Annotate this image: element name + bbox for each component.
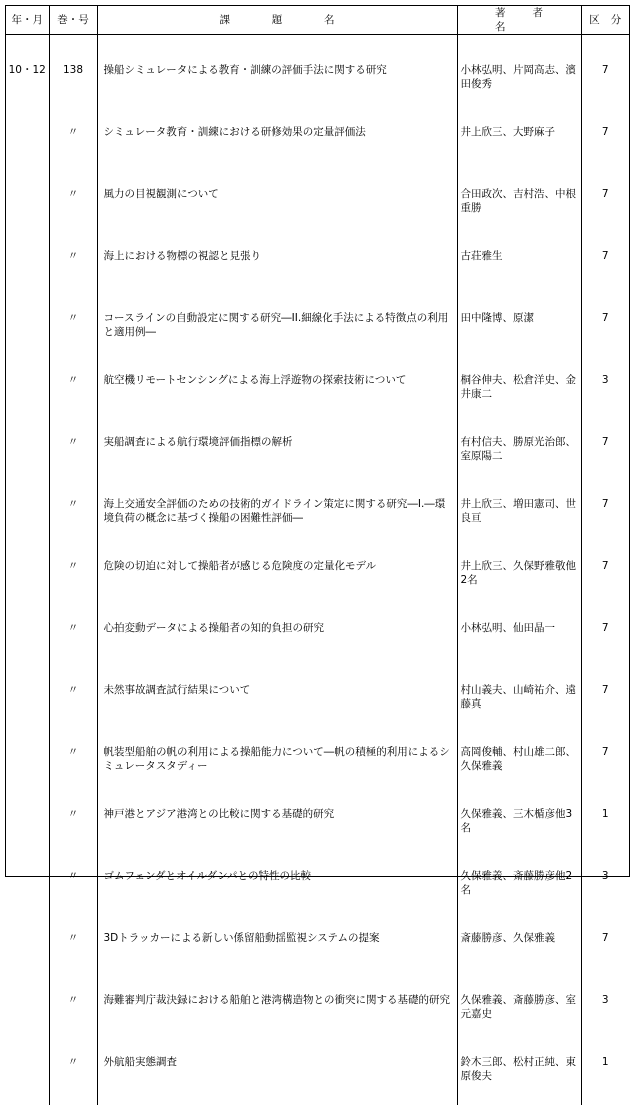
table-row — [6, 609, 629, 671]
row-date — [6, 609, 49, 671]
row-volume: 138 — [49, 51, 97, 113]
row-authors: 鈴木三郎、松村正純、東原俊夫 — [457, 1043, 581, 1105]
row-authors: 井上欣三、大野麻子 — [457, 113, 581, 175]
row-date — [6, 237, 49, 299]
row-title: 航空機リモートセンシングによる海上浮遊物の探索技術について — [97, 361, 457, 423]
row-date — [6, 547, 49, 609]
row-title: 3Dトラッカーによる新しい係留船動揺監視システムの提案 — [97, 919, 457, 981]
row-volume: 〃 — [49, 981, 97, 1043]
row-date — [6, 299, 49, 361]
table-row — [6, 981, 629, 1043]
row-title: シミュレータ教育・訓練における研修効果の定量評価法 — [97, 113, 457, 175]
header-authors — [457, 6, 581, 35]
row-title: 実船調査による航行環境評価指標の解析 — [97, 423, 457, 485]
table-row — [6, 671, 629, 733]
row-authors: 斎藤勝彦、久保雅義 — [457, 919, 581, 981]
row-volume: 〃 — [49, 671, 97, 733]
table-row — [6, 423, 629, 485]
row-date — [6, 1043, 49, 1105]
row-volume: 〃 — [49, 1043, 97, 1105]
row-volume: 〃 — [49, 237, 97, 299]
row-date — [6, 671, 49, 733]
row-title: コースラインの自動設定に関する研究―II.細線化手法による特徴点の利用と適用例― — [97, 299, 457, 361]
table-row — [6, 919, 629, 981]
table-row — [6, 547, 629, 609]
row-date — [6, 113, 49, 175]
row-volume: 〃 — [49, 733, 97, 795]
row-title: 神戸港とアジア港湾との比較に関する基礎的研究 — [97, 795, 457, 857]
row-title: ゴムフェンダとオイルダンパとの特性の比較 — [97, 857, 457, 919]
row-authors: 古荘雅生 — [457, 237, 581, 299]
table-header-row — [6, 6, 629, 35]
table-row — [6, 237, 629, 299]
header-category-label: 区 分 — [589, 14, 622, 26]
row-date — [6, 485, 49, 547]
row-category: 3 — [581, 361, 629, 423]
document-page — [5, 5, 630, 1082]
table-row — [6, 857, 629, 919]
table-row — [6, 299, 629, 361]
header-authors-label: 著 者 名 — [495, 7, 554, 33]
row-volume: 〃 — [49, 485, 97, 547]
row-authors: 有村信夫、勝原光治郎、室原陽二 — [457, 423, 581, 485]
row-volume: 〃 — [49, 361, 97, 423]
row-authors: 合田政次、吉村浩、中根重勝 — [457, 175, 581, 237]
row-volume: 〃 — [49, 299, 97, 361]
row-volume: 〃 — [49, 795, 97, 857]
row-date: 10・12 — [6, 51, 49, 113]
table-row — [6, 113, 629, 175]
header-volume: 巻・号 — [49, 6, 97, 35]
row-authors: 久保雅義、斎藤勝彦他2名 — [457, 857, 581, 919]
row-authors: 久保雅義、斎藤勝彦、室元嘉史 — [457, 981, 581, 1043]
row-volume: 〃 — [49, 423, 97, 485]
row-volume: 〃 — [49, 175, 97, 237]
table-spacer-row — [6, 35, 629, 52]
table-row — [6, 795, 629, 857]
row-title: 未然事故調査試行結果について — [97, 671, 457, 733]
row-category: 7 — [581, 237, 629, 299]
row-category: 7 — [581, 547, 629, 609]
row-date — [6, 733, 49, 795]
row-volume: 〃 — [49, 113, 97, 175]
row-authors: 久保雅義、三木楯彦他3名 — [457, 795, 581, 857]
row-volume: 〃 — [49, 857, 97, 919]
table-row — [6, 733, 629, 795]
row-volume: 〃 — [49, 609, 97, 671]
row-title: 海上交通安全評価のための技術的ガイドライン策定に関する研究―I.―環境負荷の概念に基づく操船の困難性評価― — [97, 485, 457, 547]
row-date — [6, 361, 49, 423]
row-title: 外航船実態調査 — [97, 1043, 457, 1105]
table-row — [6, 51, 629, 113]
row-category: 7 — [581, 299, 629, 361]
row-category: 7 — [581, 485, 629, 547]
row-date — [6, 423, 49, 485]
row-title: 海難審判庁裁決録における船舶と港湾構造物との衝突に関する基礎的研究 — [97, 981, 457, 1043]
row-authors: 田中隆博、原潔 — [457, 299, 581, 361]
row-date — [6, 795, 49, 857]
row-authors: 村山義夫、山崎祐介、遠藤真 — [457, 671, 581, 733]
row-authors: 井上欣三、増田憲司、世良亘 — [457, 485, 581, 547]
table-row — [6, 1043, 629, 1105]
row-category: 3 — [581, 857, 629, 919]
row-category: 7 — [581, 671, 629, 733]
header-date: 年・月 — [6, 6, 49, 35]
row-volume: 〃 — [49, 547, 97, 609]
row-category: 7 — [581, 919, 629, 981]
row-authors: 小林弘明、片岡高志、濱田俊秀 — [457, 51, 581, 113]
table-row — [6, 175, 629, 237]
row-date — [6, 175, 49, 237]
row-date — [6, 857, 49, 919]
row-authors: 井上欣三、久保野雅敬他2名 — [457, 547, 581, 609]
row-authors: 小林弘明、仙田晶一 — [457, 609, 581, 671]
row-category: 7 — [581, 609, 629, 671]
header-title-label: 課 題 名 — [219, 14, 335, 26]
header-category — [581, 6, 629, 35]
row-authors: 高岡俊輔、村山雄二郎、久保雅義 — [457, 733, 581, 795]
row-date — [6, 919, 49, 981]
row-date — [6, 981, 49, 1043]
row-category: 7 — [581, 113, 629, 175]
row-category: 7 — [581, 423, 629, 485]
row-category: 1 — [581, 1043, 629, 1105]
row-authors: 桐谷伸夫、松倉洋史、金井康二 — [457, 361, 581, 423]
row-title: 風力の目視観測について — [97, 175, 457, 237]
row-title: 危険の切迫に対して操船者が感じる危険度の定量化モデル — [97, 547, 457, 609]
row-category: 7 — [581, 51, 629, 113]
row-volume: 〃 — [49, 919, 97, 981]
table-row — [6, 361, 629, 423]
row-category: 7 — [581, 733, 629, 795]
row-title: 操船シミュレータによる教育・訓練の評価手法に関する研究 — [97, 51, 457, 113]
row-title: 帆装型船舶の帆の利用による操船能力について―帆の積極的利用によるシミュレータスタディー — [97, 733, 457, 795]
row-category: 7 — [581, 175, 629, 237]
header-title — [97, 6, 457, 35]
row-category: 3 — [581, 981, 629, 1043]
table-row — [6, 485, 629, 547]
row-category: 1 — [581, 795, 629, 857]
row-title: 心拍変動データによる操船者の知的負担の研究 — [97, 609, 457, 671]
row-title: 海上における物標の視認と見張り — [97, 237, 457, 299]
paper-list-table — [6, 6, 629, 1105]
